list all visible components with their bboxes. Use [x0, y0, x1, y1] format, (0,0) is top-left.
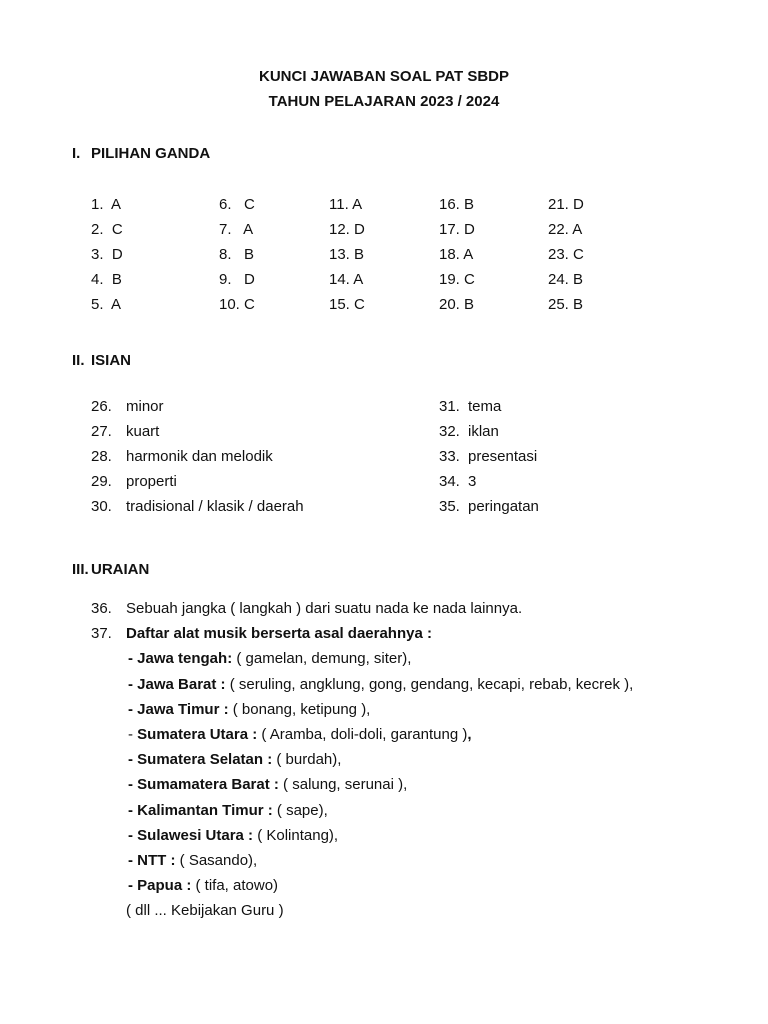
answer-text: Daftar alat musik berserta asal daerahnya :: [126, 625, 432, 643]
mc-answer: 13. B: [329, 246, 365, 263]
region-name: - Kalimantan Timur :: [128, 801, 273, 819]
isian-left-column: [91, 397, 304, 522]
section-heading-pilihan-ganda: [72, 145, 210, 162]
essay-answer-36: [91, 599, 633, 624]
mc-answer: 3. D: [91, 246, 123, 263]
answer-text: tradisional / klasik / daerah: [126, 498, 304, 515]
mc-column-3: [329, 195, 365, 320]
isian-answer: [439, 422, 539, 447]
isian-answer: [439, 397, 539, 422]
mc-answer: 5. A: [91, 296, 122, 313]
region-name: - Jawa Timur :: [128, 700, 229, 718]
instrument-list-item: [91, 775, 633, 800]
instrument-list-item: [91, 675, 633, 700]
section-label: PILIHAN GANDA: [91, 145, 211, 162]
mc-column-1: [91, 195, 123, 320]
mc-answer: 8. B: [219, 246, 255, 263]
mc-column-5: [548, 195, 584, 320]
title-line-2: TAHUN PELAJARAN 2023 / 2024: [268, 93, 500, 110]
mc-column-4: [439, 195, 475, 320]
uraian-answers: [91, 599, 633, 926]
answer-number: 32.: [439, 423, 460, 440]
isian-answer: [91, 422, 304, 447]
answer-text: properti: [126, 473, 177, 490]
answer-number: 34.: [439, 473, 460, 490]
mc-answer: 12. D: [329, 221, 365, 238]
answer-text: presentasi: [468, 448, 538, 465]
instruments: ( Kolintang),: [253, 826, 339, 844]
isian-answer: [439, 497, 539, 522]
instruments: ( gamelan, demung, siter),: [232, 650, 412, 668]
isian-answer: [91, 472, 304, 497]
mc-answer: 10. C: [219, 296, 255, 313]
instrument-list-item: [91, 700, 633, 725]
mc-answer: 20. B: [439, 296, 475, 313]
mc-answer: 21. D: [548, 196, 584, 213]
answer-number: 29.: [91, 473, 112, 490]
region-name: - Sulawesi Utara :: [128, 826, 254, 844]
instruments: ( salung, serunai ),: [278, 776, 408, 794]
instrument-list-item: [91, 801, 633, 826]
mc-answer: 24. B: [548, 271, 584, 288]
answer-text: kuart: [126, 423, 160, 440]
answer-text: minor: [126, 398, 164, 415]
answer-number: 30.: [91, 498, 112, 515]
answer-number: 28.: [91, 448, 112, 465]
section-number: III.: [72, 561, 89, 578]
answer-number: 36.: [91, 600, 112, 617]
isian-right-column: [439, 397, 539, 522]
instrument-list-item: [91, 750, 633, 775]
region-name: - NTT :: [128, 851, 176, 869]
mc-answer: 9. D: [219, 271, 255, 288]
mc-answer: 11. A: [329, 196, 363, 213]
mc-answer: 22. A: [548, 221, 583, 238]
instruments: ( burdah),: [272, 751, 342, 769]
section-number: I.: [72, 145, 81, 162]
instrument-list-item: [91, 876, 633, 901]
item-prefix: -: [128, 725, 138, 743]
region-name: Sumatera Utara :: [137, 725, 258, 743]
answer-number: 27.: [91, 423, 112, 440]
mc-answer: 6. C: [219, 196, 255, 213]
mc-answer: 14. A: [329, 271, 364, 288]
essay-answer-37: [91, 624, 633, 649]
region-name: - Papua :: [128, 877, 192, 895]
instruments: ( Aramba, doli-doli, garantung ): [257, 725, 468, 743]
instrument-list-item: [91, 649, 633, 674]
instruments: ( bonang, ketipung ),: [228, 700, 371, 718]
answer-number: 31.: [439, 398, 460, 415]
isian-answer: [439, 472, 539, 497]
isian-answer: [91, 447, 304, 472]
answer-text: peringatan: [468, 498, 539, 515]
mc-answer: 7. A: [219, 221, 254, 238]
mc-answer: 2. C: [91, 221, 123, 238]
mc-answer: 19. C: [439, 271, 475, 288]
region-name: - Sumamatera Barat :: [128, 776, 279, 794]
instruments: ( sape),: [272, 801, 328, 819]
title-line-1: KUNCI JAWABAN SOAL PAT SBDP: [258, 68, 510, 85]
section-label: ISIAN: [91, 352, 132, 369]
instruments: ( tifa, atowo): [191, 877, 279, 895]
region-name: - Jawa Barat :: [128, 675, 226, 693]
instruments: ( seruling, angklung, gong, gendang, kecapi, rebab, kecrek ),: [225, 675, 634, 693]
answer-text: 3: [468, 473, 477, 490]
item-suffix: ,: [467, 725, 472, 743]
answer-number: 33.: [439, 448, 460, 465]
mc-answer: 1. A: [91, 196, 122, 213]
answer-text: iklan: [468, 423, 499, 440]
section-number: II.: [72, 352, 85, 369]
mc-answer: 16. B: [439, 196, 475, 213]
mc-answer: 25. B: [548, 296, 584, 313]
mc-answer: 18. A: [439, 246, 474, 263]
mc-answer: 4. B: [91, 271, 122, 288]
section-heading-uraian: [72, 561, 149, 578]
isian-answer: [91, 397, 304, 422]
mc-answer: 23. C: [548, 246, 584, 263]
section-heading-isian: [72, 352, 131, 369]
answer-number: 26.: [91, 398, 112, 415]
closing-note: ( dll ... Kebijakan Guru ): [126, 902, 284, 920]
instrument-list-item: [91, 826, 633, 851]
answer-text: Sebuah jangka ( langkah ) dari suatu nada ke nada lainnya.: [126, 600, 523, 617]
region-name: - Jawa tengah:: [128, 650, 233, 668]
mc-column-2: [219, 195, 255, 320]
answer-text: tema: [468, 398, 502, 415]
instrument-list-item: [91, 851, 633, 876]
mc-answer: 15. C: [329, 296, 365, 313]
isian-answer: [91, 497, 304, 522]
instruments: ( Sasando),: [175, 851, 258, 869]
region-name: - Sumatera Selatan :: [128, 751, 273, 769]
section-label: URAIAN: [91, 561, 150, 578]
instrument-list-item: [91, 725, 633, 750]
answer-number: 37.: [91, 625, 112, 643]
mc-answer: 17. D: [439, 221, 475, 238]
answer-number: 35.: [439, 498, 460, 515]
answer-text: harmonik dan melodik: [126, 448, 273, 465]
isian-answer: [439, 447, 539, 472]
